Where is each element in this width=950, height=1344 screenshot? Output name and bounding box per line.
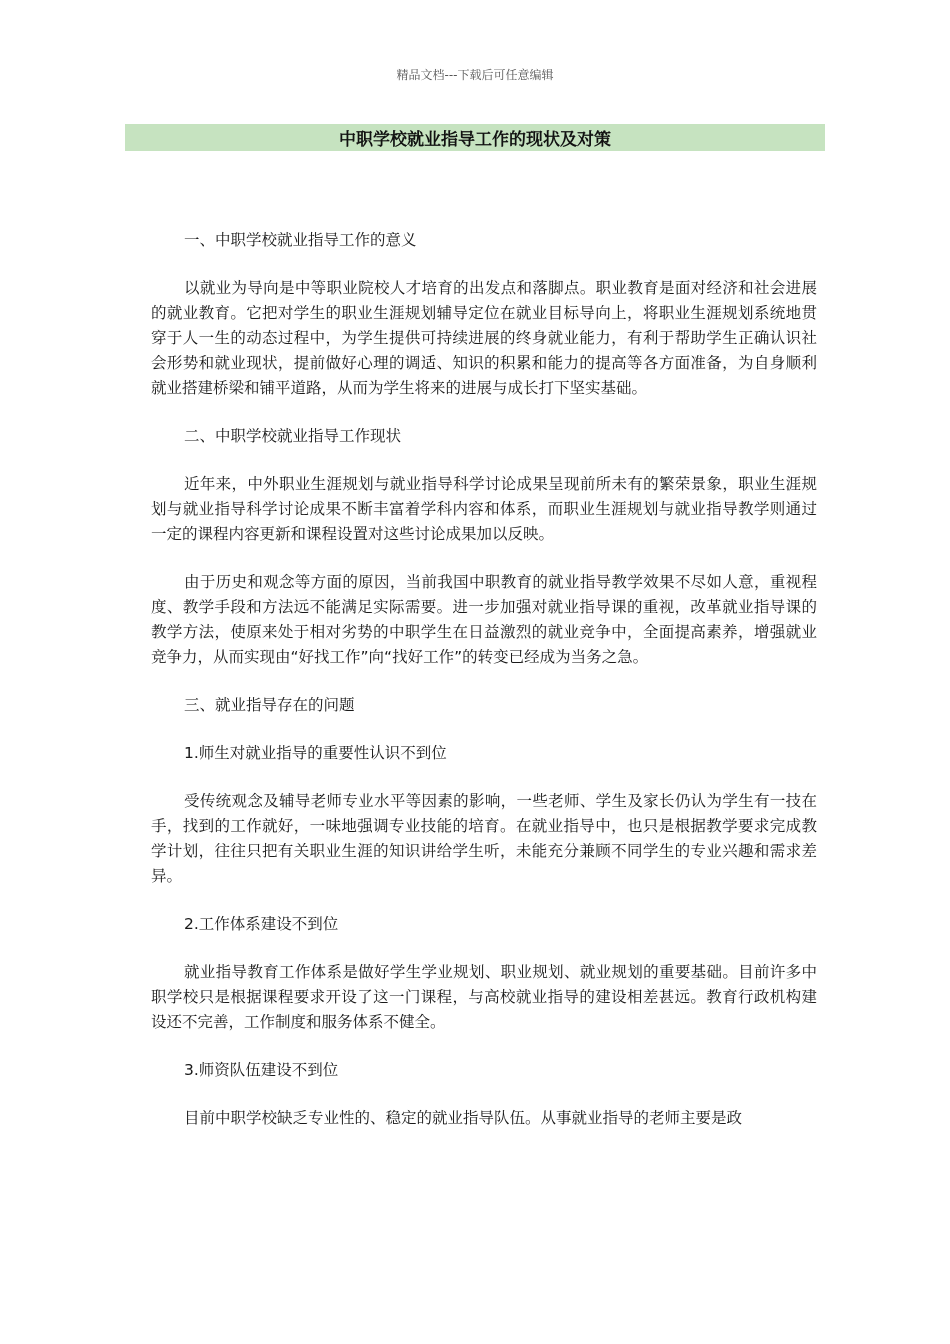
paragraph-3: 由于历史和观念等方面的原因，当前我国中职教育的就业指导教学效果不尽如人意，重视程度、教学手段和方法远不能满足实际需要。进一步加强对就业指导课的重视，改革就业指导课的教学方法，使原来处于相对劣势的中职学生在日益激烈的就业竞争中，全面提高素养，增强就业竞争力，从而实现由“好找工作”向“找好工作”的转变已经成为当务之急。 [151, 573, 817, 666]
paragraph-4: 受传统观念及辅导老师专业水平等因素的影响，一些老师、学生及家长仍认为学生有一技在手，找到的工作就好，一味地强调专业技能的培育。在就业指导中，也只是根据教学要求完成教学计划，往往只把有关职业生涯的知识讲给学生听，未能充分兼顾不同学生的专业兴趣和需求差异。 [151, 792, 817, 885]
section-heading-1: 一、中职学校就业指导工作的意义 [184, 231, 417, 249]
subsection-heading-2: 2.工作体系建设不到位 [184, 915, 339, 933]
paragraph-1: 以就业为导向是中等职业院校人才培育的出发点和落脚点。职业教育是面对经济和社会进展的就业教育。它把对学生的职业生涯规划辅导定位在就业目标导向上，将职业生涯规划系统地贯穿于人一生的动态过程中，为学生提供可持续进展的终身就业能力，有利于帮助学生正确认识社会形势和就业现状，提前做好心理的调适、知识的积累和能力的提高等各方面准备，为自身顺利就业搭建桥梁和铺平道路，从而为学生将来的进展与成长打下坚实基础。 [151, 279, 817, 397]
section-heading-2: 二、中职学校就业指导工作现状 [184, 427, 402, 445]
section-heading-3: 三、就业指导存在的问题 [184, 696, 355, 714]
paragraph-2: 近年来，中外职业生涯规划与就业指导科学讨论成果呈现前所未有的繁荣景象，职业生涯规划与就业指导科学讨论成果不断丰富着学科内容和体系，而职业生涯规划与就业指导教学则通过一定的课程内容更新和课程设置对这些讨论成果加以反映。 [151, 475, 817, 543]
subsection-heading-3: 3.师资队伍建设不到位 [184, 1061, 339, 1079]
paragraph-6: 目前中职学校缺乏专业性的、稳定的就业指导队伍。从事就业指导的老师主要是政 [184, 1109, 743, 1127]
document-title: 中职学校就业指导工作的现状及对策 [339, 130, 611, 150]
paragraph-5: 就业指导教育工作体系是做好学生学业规划、职业规划、就业规划的重要基础。目前许多中职学校只是根据课程要求开设了这一门课程，与高校就业指导的建设相差甚远。教育行政机构建设还不完善，工作制度和服务体系不健全。 [151, 963, 817, 1031]
title-bar [125, 124, 825, 151]
subsection-heading-1: 1.师生对就业指导的重要性认识不到位 [184, 744, 447, 762]
document-body [151, 228, 817, 1154]
header-note: 精品文档---下载后可任意编辑 [396, 68, 554, 82]
